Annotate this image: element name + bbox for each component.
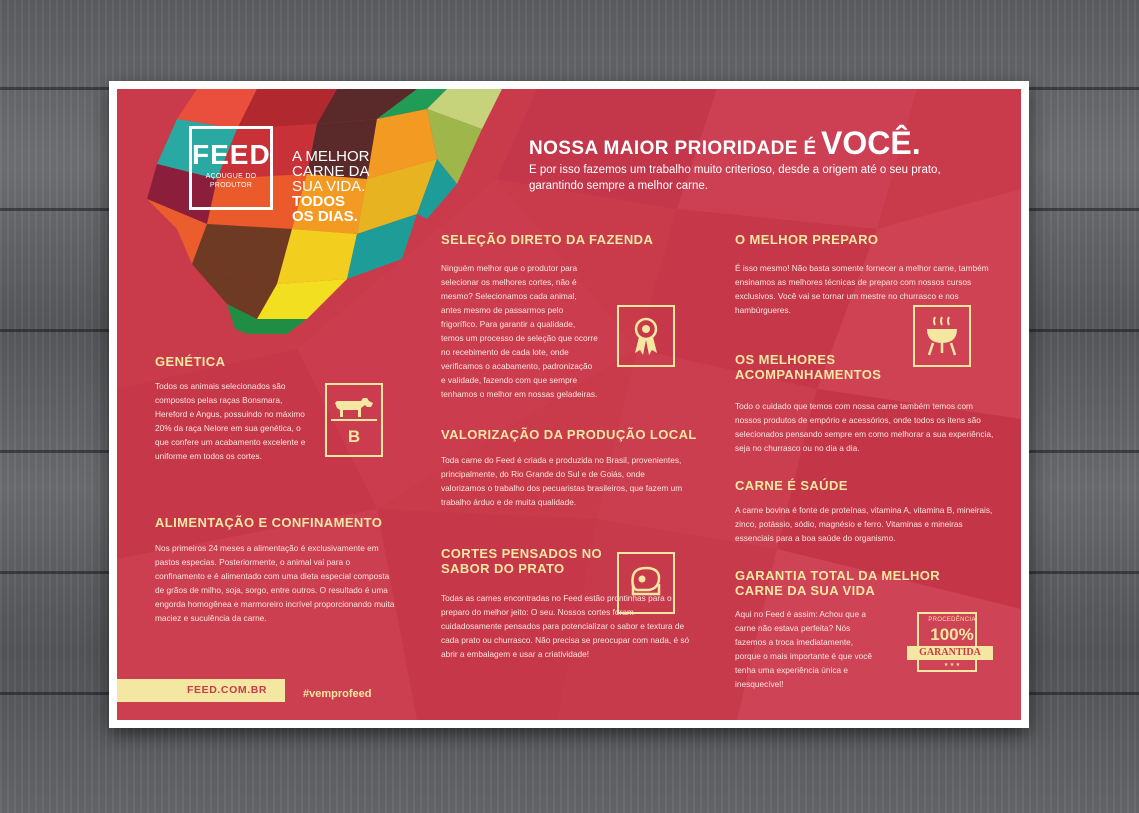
preparo-title: O MELHOR PREPARO (735, 232, 879, 247)
acompanhamentos-body: Todo o cuidado que temos com nossa carne também temos com nossos produtos de empório e acessórios, onde todos os itens são selecionados pensando sempre em como melhorar a sua experiência, seja no churrasco ou no dia a dia. (735, 401, 994, 453)
valorizacao-title: VALORIZAÇÃO DA PRODUÇÃO LOCAL (441, 427, 697, 442)
page-subtitle: E por isso fazemos um trabalho muito criterioso, desde a origem até o seu prato, garantindo sempre a melhor carne. (529, 164, 941, 192)
logo-subtitle-2: PRODUTOR (209, 182, 253, 189)
cortes-body: Todas as carnes encontradas no Feed estão prontinhas para o preparo do melhor jeito: O seu. Nossos cortes foram cuidadosamente pensados para potencializar o sabor e textura de cada prato ou churrasco. Não precisa se preocupar com nada, é só abrir a embalagem e usar a criatividade! (441, 593, 690, 659)
genetica-title: GENÉTICA (155, 354, 226, 369)
valorizacao-body: Toda carne do Feed é criada e produzida no Brasil, provenientes, principalmente, do Rio Grande do Sul e de Goiás, onde valorizamos o trabalho dos pecuaristas brasileiros, que fazem um trabalho árduo e de muita qualidade. (441, 455, 683, 507)
breed-letter: B (347, 427, 361, 446)
title-text: NOSSA MAIOR PRIORIDADE É (529, 138, 817, 159)
tagline-line: A MELHOR (292, 148, 370, 165)
cortes-icon-frame (617, 552, 675, 614)
alimentacao-body: Nos primeiros 24 meses a alimentação é exclusivamente em pastos especias. Posteriormente, o animal vai para o confinamento e é alimentado com uma dieta especial composta de grãos de milho, soja, sorgo, entre outros. O resultado é uma engorda homogênea e marmoreiro incrível proporcionando muita maciez e suculência da carne. (155, 543, 395, 623)
selecao-icon-frame (617, 305, 675, 367)
logo-subtitle-1: AÇOUGUE DO (205, 173, 257, 180)
garantia-title-line: CARNE DA SUA VIDA (735, 582, 876, 598)
tagline-line-bold: TODOS (292, 193, 346, 210)
selecao-body: Ninguém melhor que o produtor para selecionar os melhores cortes, não é mesmo? Selecionamos cada animal, antes mesmo de passarmos pelo frigorífico. Para garantir a qualidade, temos um processo de seleção que ocorre no recebimento de cada lote, onde verificamos o acabamento, padronização e validade, fazendo com que sempre tenhamos o melhor em nossas geladeiras. (441, 263, 598, 399)
acompanhamentos-title-line: OS MELHORES (735, 352, 836, 367)
tagline (292, 149, 402, 224)
saude-title: CARNE É SAÚDE (735, 478, 848, 493)
preparo-icon-frame (913, 305, 971, 367)
title-emphasis: VOCÊ. (821, 125, 921, 161)
seal-banner: GARANTIDA (907, 646, 993, 660)
footer-url[interactable] (117, 679, 285, 702)
saude-body: A carne bovina é fonte de proteínas, vitamina A, vitamina B, mineirais, zinco, potássio, sódio, magnésio e ferro. Vitaminas e mineiras essenciais para a boa saúde do organismo. (735, 505, 993, 543)
genetica-icon-frame (325, 383, 383, 457)
cortes-title-line: SABOR DO PRATO (441, 560, 565, 576)
page-title (529, 125, 921, 162)
feed-logo (189, 126, 273, 210)
tagline-line: SUA VIDA. (292, 178, 366, 195)
tagline-line: CARNE DA (292, 163, 370, 180)
preparo-body: É isso mesmo! Não basta somente fornecer a melhor carne, também ensinamos as melhores técnicas de preparo com nossos cursos exclusivos. Você vai se tornar um mestre no churrasco e nos hambúrgueres. (735, 263, 989, 315)
cortes-title-line: CORTES PENSADOS NO (441, 546, 603, 561)
seal-top-text: PROCEDÊNCIA (928, 617, 976, 623)
red-panel (117, 89, 1021, 720)
guarantee-seal (911, 612, 993, 678)
alimentacao-title: ALIMENTAÇÃO E CONFINAMENTO (155, 515, 383, 530)
garantia-title-line: GARANTIA TOTAL DA MELHOR (735, 568, 941, 583)
menu-sheet (109, 81, 1029, 728)
acompanhamentos-title-line: ACOMPANHAMENTOS (735, 366, 882, 382)
selecao-title: SELEÇÃO DIRETO DA FAZENDA (441, 232, 654, 247)
cortes-title (441, 547, 602, 577)
garantia-body: Aqui no Feed é assim: Achou que a carne não estava perfeita? Nós fazemos a troca imediatamente, porque o mais importante é que você tenha uma experiência única e inesquecível! (735, 609, 872, 689)
icon-divider (331, 419, 377, 421)
genetica-body: Todos os animais selecionados são compostos pelas raças Bonsmara, Hereford e Angus, possuindo no máximo 20% da raça Nelore em sua genética, o que confere um acabamento excelente e uniforme em todos os cortes. (155, 381, 306, 461)
footer-url-text[interactable]: FEED.COM.BR (187, 684, 268, 696)
award-ribbon-icon (619, 307, 673, 365)
logo-wordmark: FEED (192, 139, 271, 170)
grill-icon (915, 307, 969, 365)
steak-icon (619, 554, 673, 612)
seal-percent: 100% (930, 625, 974, 644)
footer-hashtag: #vemprofeed (303, 688, 372, 700)
acompanhamentos-title (735, 353, 881, 383)
tagline-line-bold: OS DIAS. (292, 208, 358, 225)
garantia-title (735, 569, 940, 599)
seal-stars: ★ ★ ★ (943, 662, 961, 668)
